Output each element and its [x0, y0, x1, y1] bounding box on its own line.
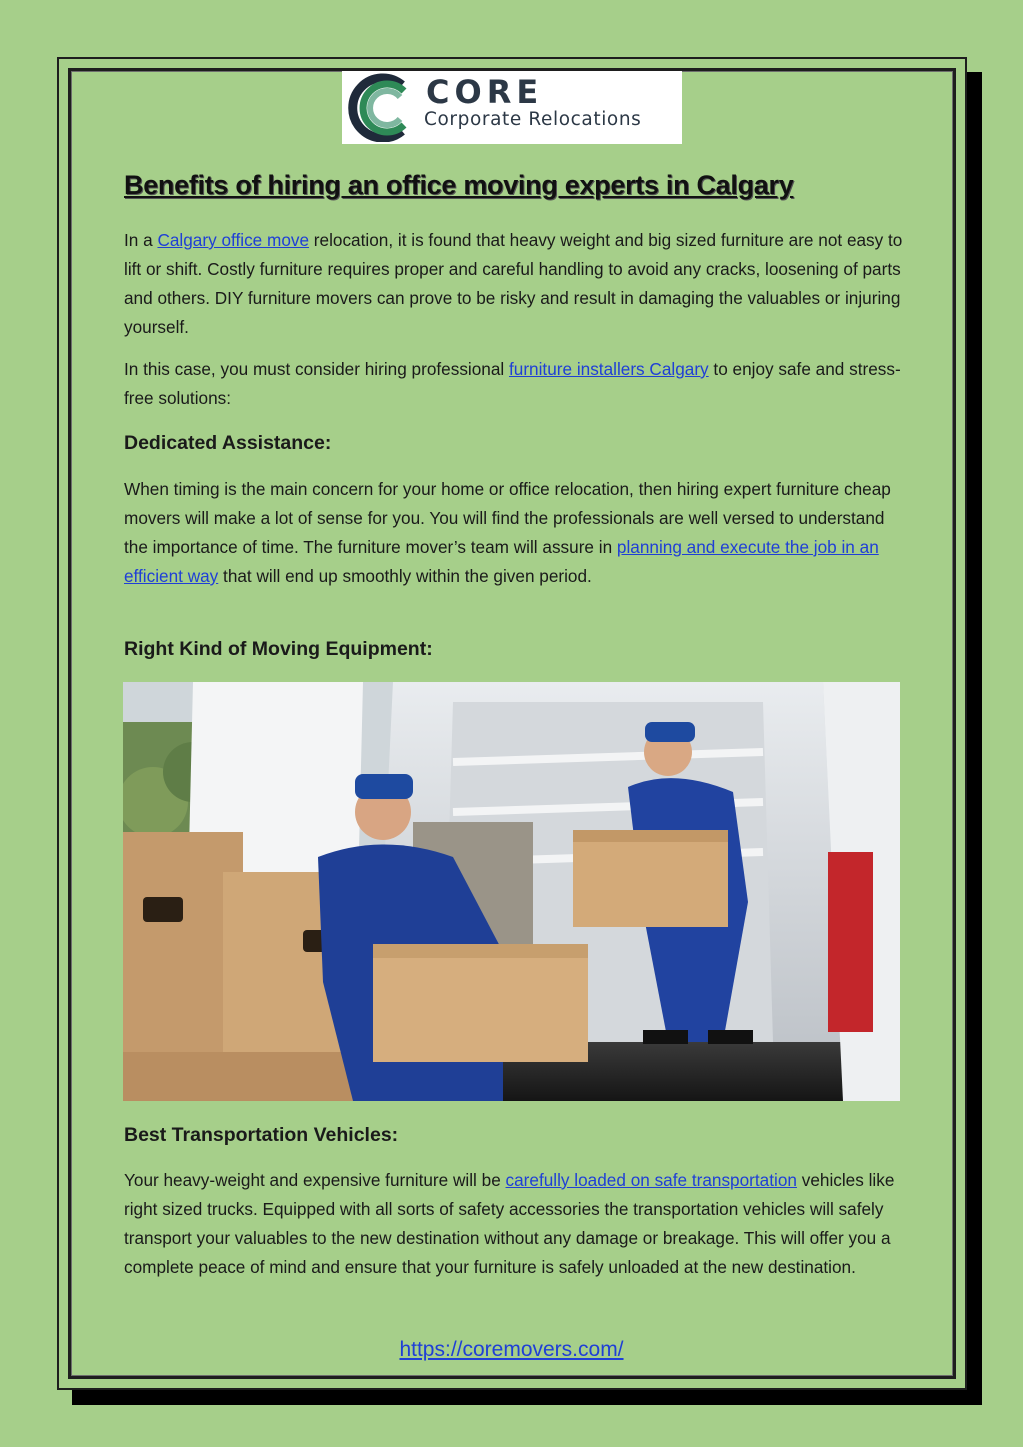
logo-tagline: Corporate Relocations	[424, 109, 642, 130]
furniture-installers-link[interactable]: furniture installers Calgary	[509, 359, 709, 379]
logo-c-icon	[344, 73, 424, 142]
intro1-text-start: In a	[124, 230, 158, 250]
section1-text-start: When timing is the main concern for your home or office relocation, then hiring expert furniture cheap movers will make a lot of sense for you. You will find the professionals are well versed to understand the importance of time. The furniture mover’s team will assure in	[124, 479, 891, 557]
dedicated-assistance-paragraph	[124, 475, 904, 591]
transportation-paragraph	[124, 1166, 904, 1282]
section1-text-end: that will end up smoothly within the given period.	[218, 566, 592, 586]
section3-text-start: Your heavy-weight and expensive furniture will be	[124, 1170, 506, 1190]
intro2-text-end: to enjoy safe and stress-free solutions:	[124, 359, 901, 408]
heading-moving-equipment: Right Kind of Moving Equipment:	[124, 638, 433, 660]
intro-paragraph-2	[124, 355, 904, 413]
logo-name: CORE	[426, 73, 544, 111]
intro2-text-start: In this case, you must consider hiring professional	[124, 359, 509, 379]
company-logo	[342, 71, 682, 144]
carefully-loaded-link[interactable]: carefully loaded on safe transportation	[505, 1170, 797, 1190]
section3-text-end: vehicles like right sized trucks. Equipped with all sorts of safety accessories the transportation vehicles will safely transport your valuables to the new destination without any damage or breakage. This will offer you a complete peace of mind and ensure that your furniture is safely unloaded at the new destination.	[124, 1170, 895, 1277]
intro-paragraph-1	[124, 226, 904, 342]
heading-transportation-vehicles: Best Transportation Vehicles:	[124, 1124, 399, 1146]
footer	[0, 1338, 1023, 1362]
movers-van-photo	[123, 682, 900, 1101]
website-link[interactable]: https://coremovers.com/	[399, 1338, 624, 1361]
intro1-text-end: relocation, it is found that heavy weight and big sized furniture are not easy to lift or shift. Costly furniture requires proper and careful handling to avoid any cracks, loosening of parts and others. DIY furniture movers can prove to be risky and result in damaging the valuables or injuring yourself.	[124, 230, 903, 337]
calgary-office-move-link[interactable]: Calgary office move	[157, 230, 310, 250]
planning-execute-link[interactable]: planning and execute the job in an efficient way	[124, 537, 879, 586]
page-title: Benefits of hiring an office moving experts in Calgary	[124, 170, 794, 200]
heading-dedicated-assistance: Dedicated Assistance:	[124, 432, 332, 454]
